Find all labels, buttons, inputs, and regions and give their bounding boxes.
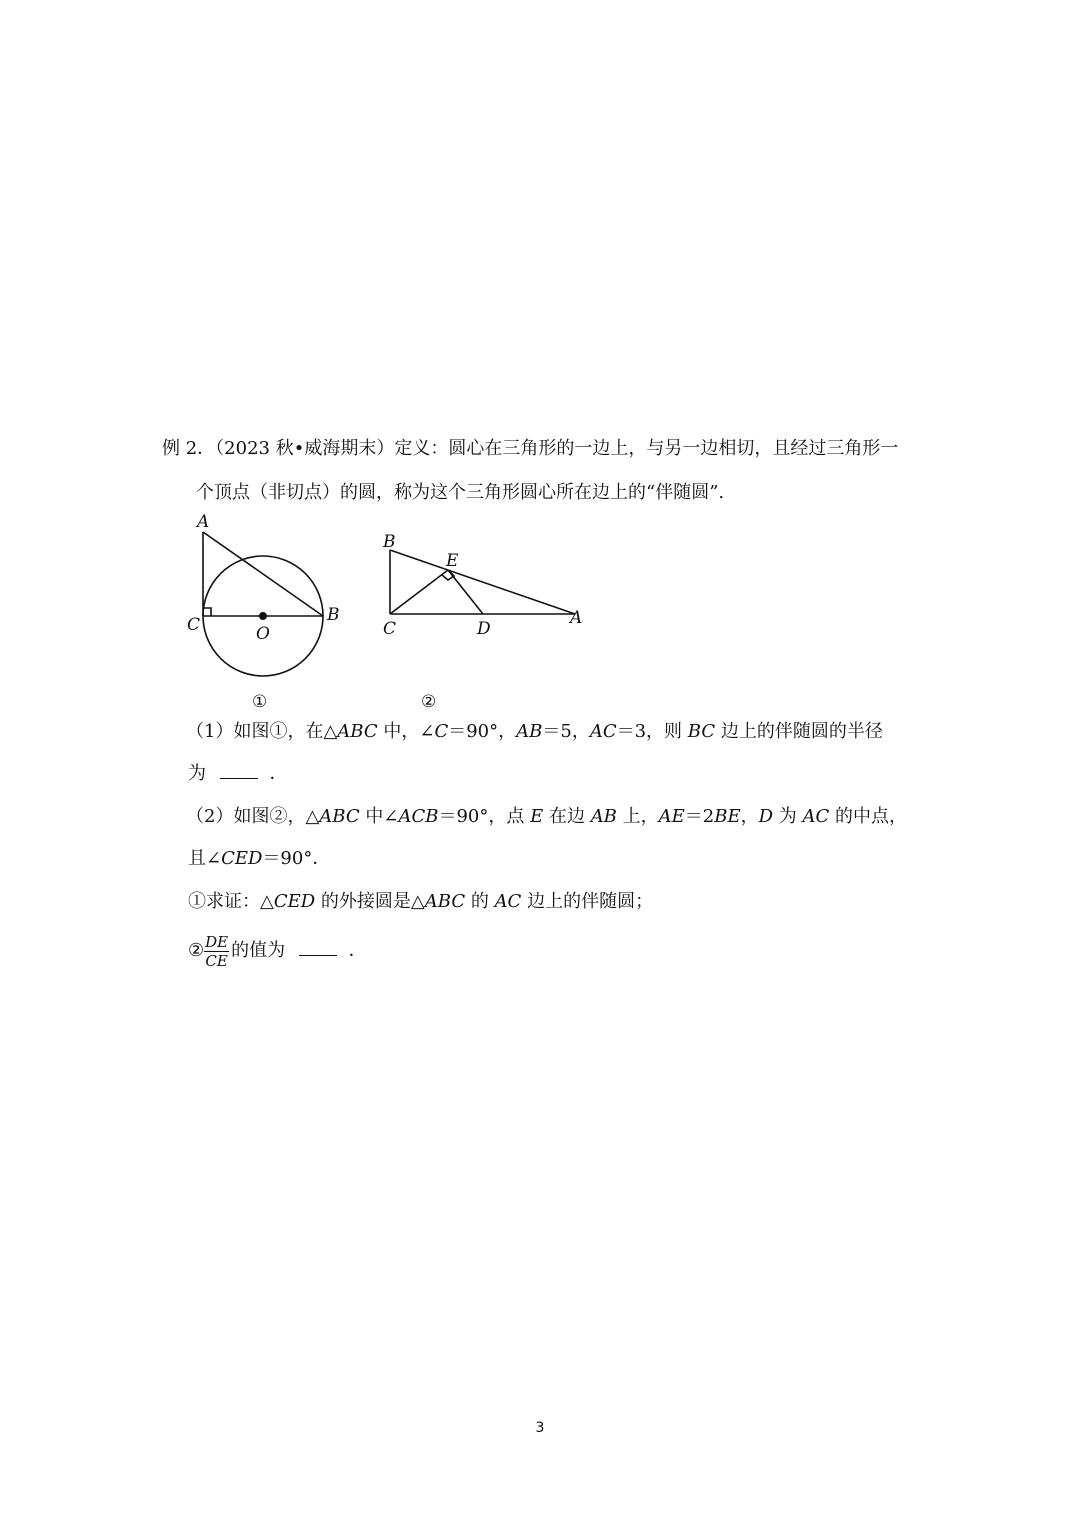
q1-text: 中，∠ [377, 721, 435, 742]
problem-header-cont [196, 481, 724, 505]
q1-text: （1）如图①，在△ [186, 721, 338, 742]
sub2-text: 的值为 [231, 940, 286, 961]
figure-2-caption: ② [421, 692, 437, 712]
sub1-math: AC [494, 891, 522, 912]
figure-2-label-d: D [477, 619, 491, 639]
sub1-text: 边上的伴随圆； [521, 891, 654, 912]
page-number: 3 [535, 1420, 545, 1436]
q2-text: 为 [773, 806, 803, 827]
sub-question-2 [188, 931, 367, 971]
figure-1-right-angle-mark [203, 608, 211, 616]
question-1-cont [188, 762, 287, 786]
problem-header [162, 437, 898, 461]
figure-1-center-point [260, 613, 266, 619]
q2-text: ， [740, 806, 759, 827]
figure-1-label-a: A [197, 512, 210, 532]
figure-2 [390, 550, 575, 614]
fraction-numerator: DE [205, 932, 229, 951]
answer-blank-2[interactable] [299, 939, 337, 956]
q2-math: AE [658, 806, 685, 827]
q2-math: BE [714, 806, 741, 827]
sub2-prefix: ② [188, 940, 205, 961]
q2-math: D [758, 806, 774, 827]
fraction-denominator: CE [205, 951, 228, 970]
q2-text: 中∠ [359, 806, 399, 827]
q1-line2-text: 为 [188, 763, 206, 784]
q1-text: ＝90°， [448, 721, 517, 742]
sub2-end: ． [348, 940, 367, 961]
q1-math: AC [589, 721, 617, 742]
figure-2-label-c: C [383, 619, 397, 639]
q2-line2-math: CED [221, 848, 263, 869]
q2-math: ACB [398, 806, 439, 827]
q2-text: （2）如图②，△ [186, 806, 320, 827]
q2-math: AC [802, 806, 830, 827]
q2-text: 上， [616, 806, 659, 827]
answer-blank-1[interactable] [220, 762, 258, 779]
sub1-text: ①求证：△ [188, 891, 274, 912]
q1-math: C [434, 721, 449, 742]
q2-text: ＝2 [684, 806, 715, 827]
q2-math: AB [590, 806, 617, 827]
q1-math: BC [687, 721, 716, 742]
figure-2-label-e: E [446, 551, 459, 571]
q2-text: 的中点， [829, 806, 908, 827]
q2-line2-text: ＝90°． [262, 848, 331, 869]
question-2-cont [188, 847, 330, 871]
figure-1 [203, 532, 323, 676]
figure-1-label-c: C [187, 615, 201, 635]
figure-2-label-b: B [383, 532, 396, 552]
figure-1-caption: ① [252, 692, 268, 712]
sub1-text: 的 [465, 891, 495, 912]
figure-1-label-b: B [327, 605, 340, 625]
problem-header-cont-text: 个顶点（非切点）的圆，称为这个三角形圆心所在边上的“伴随圆”. [196, 482, 725, 503]
q1-text: ＝3，则 [616, 721, 688, 742]
sub1-math: CED [273, 891, 316, 912]
figure-1-label-o: O [256, 624, 270, 644]
q2-math: E [530, 806, 544, 827]
sub1-text: 的外接圆是△ [315, 891, 425, 912]
q1-text: ＝5， [542, 721, 590, 742]
q2-text: 在边 [543, 806, 591, 827]
q2-math: ABC [319, 806, 360, 827]
figures [0, 505, 1080, 725]
q2-line2-text: 且∠ [188, 848, 222, 869]
q1-text: 边上的伴随圆的半径 [715, 721, 883, 742]
q2-text: ＝90°，点 [438, 806, 531, 827]
fraction-de-over-ce [204, 933, 229, 970]
q1-line2-end: ． [269, 763, 288, 784]
sub-question-1 [188, 890, 653, 914]
question-2 [186, 805, 907, 829]
figure-2-segment-ce [390, 570, 448, 614]
q1-math: AB [516, 721, 543, 742]
question-1 [186, 720, 883, 744]
problem-header-text: 例 2．（2023 秋•威海期末）定义：圆心在三角形的一边上，与另一边相切，且经过三角形一 [162, 438, 899, 459]
figure-2-side-ba [390, 550, 575, 614]
q1-math: ABC [337, 721, 378, 742]
sub1-math: ABC [424, 891, 466, 912]
figure-2-label-a: A [570, 608, 583, 628]
